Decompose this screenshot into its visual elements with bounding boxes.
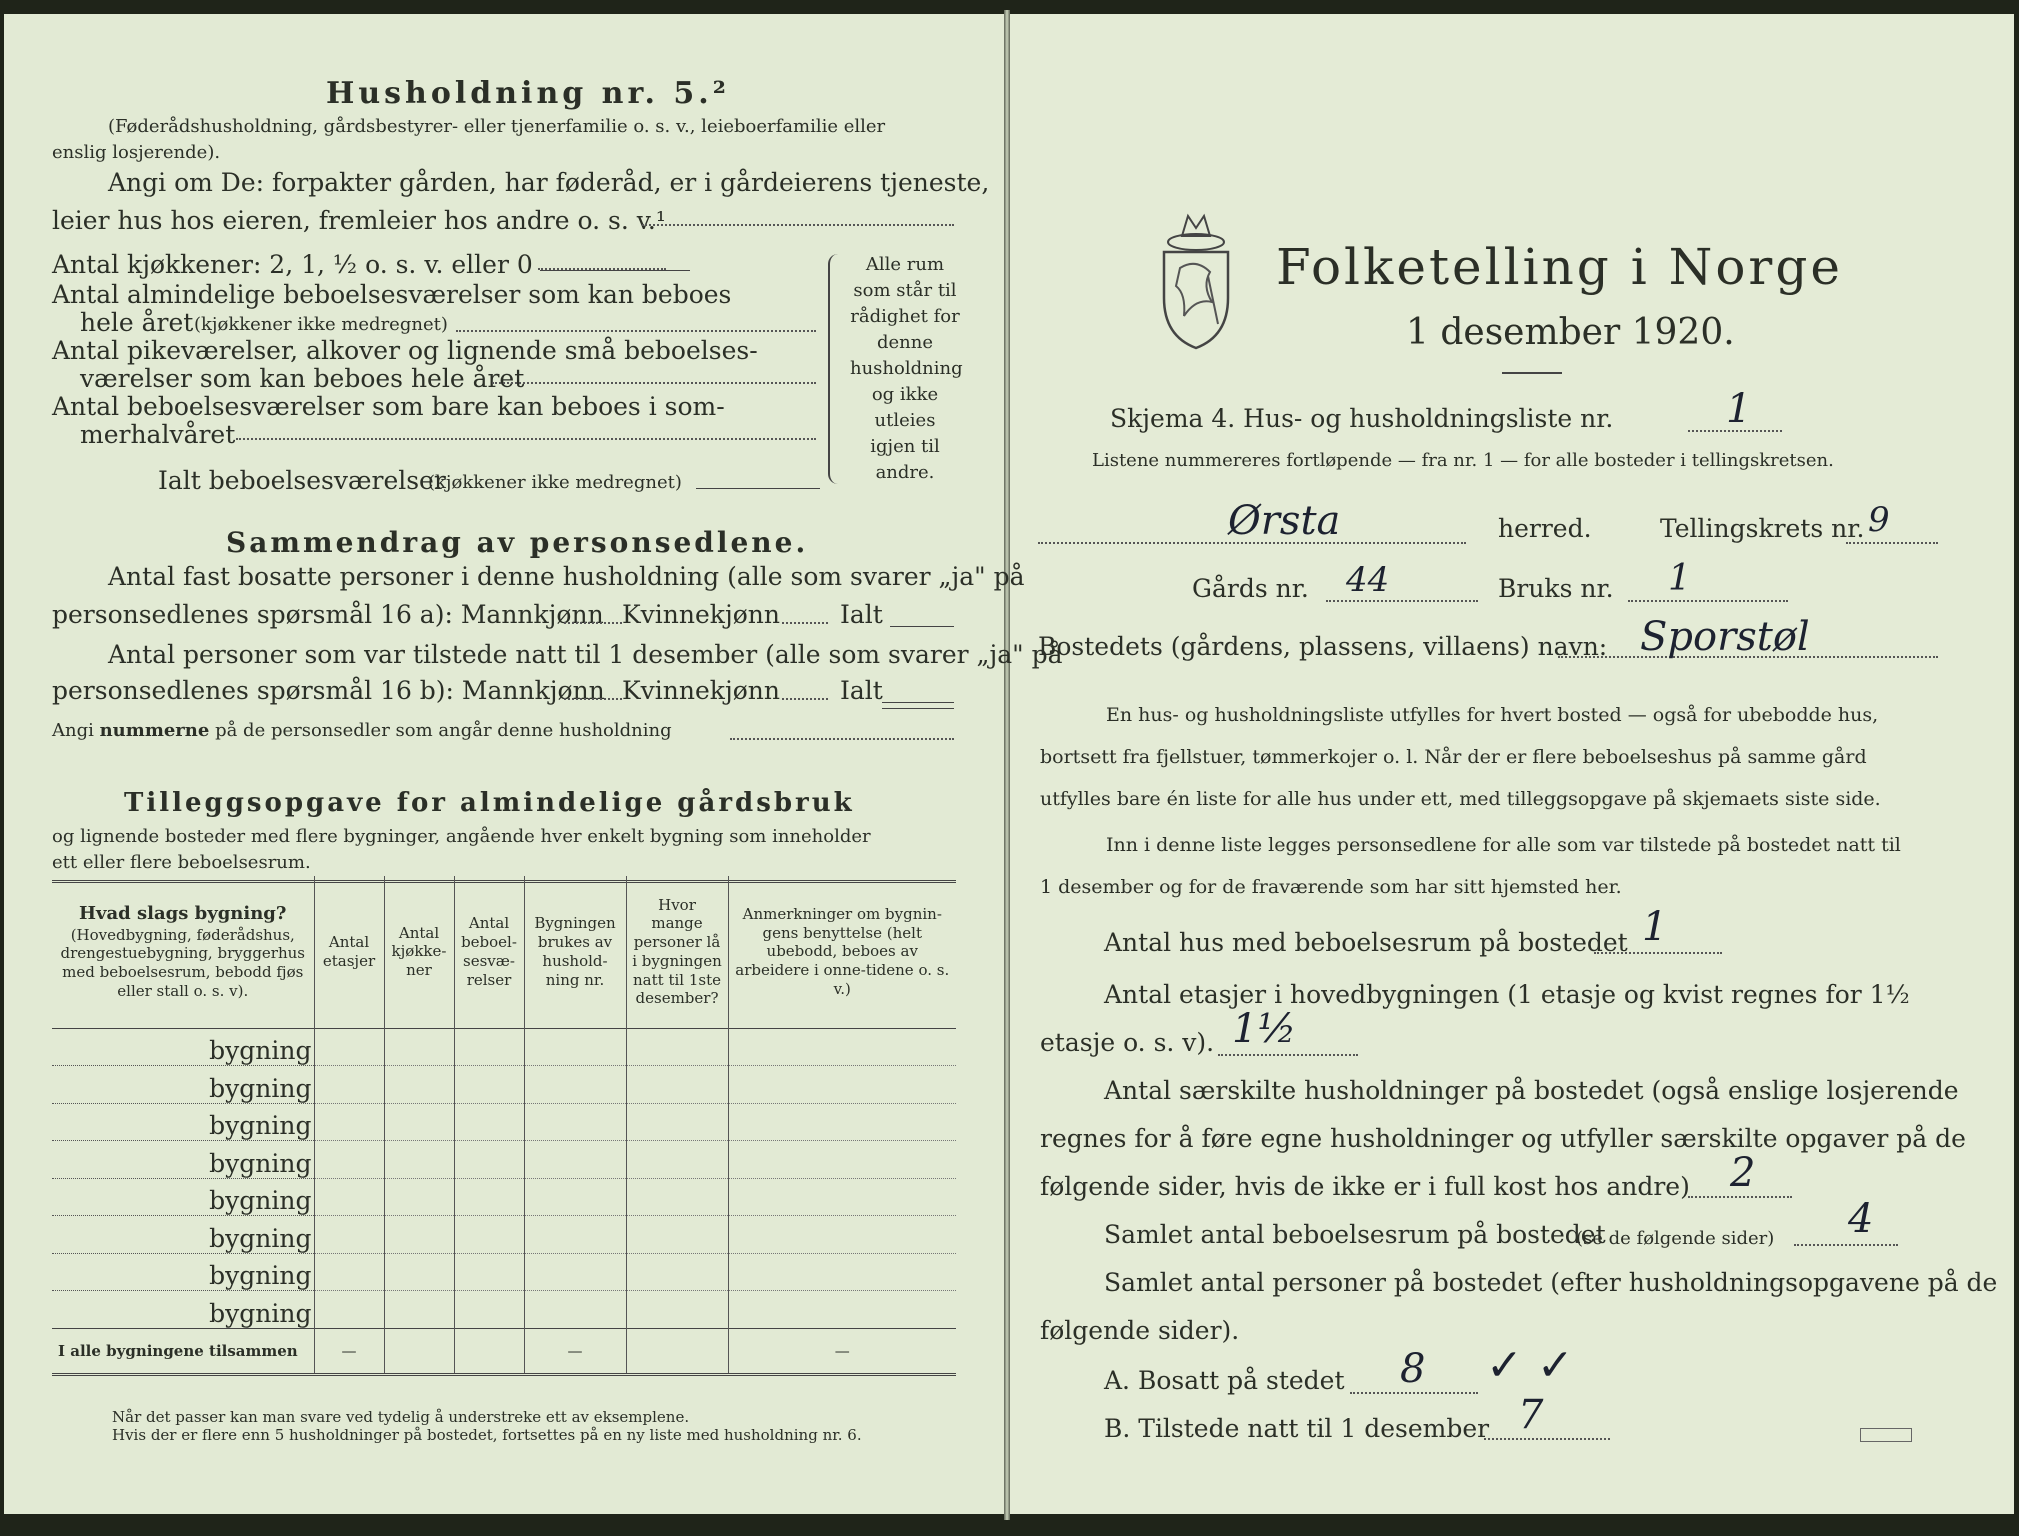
p1-total-answer[interactable]	[890, 626, 954, 627]
instr-5: 1 desember og for de fraværende som har sitt hjemsted her.	[1040, 876, 1622, 898]
supplement-title: Tilleggsopgave for almindelige gårdsbruk	[124, 788, 855, 818]
b-label: B. Tilstede natt til 1 desember	[1104, 1414, 1490, 1443]
col-building-type	[52, 876, 314, 1028]
col-remarks: Anmerkninger om bygnin-gens benyttelse (helt ubebodd, beboes av arbeidere i onne-tidene o. s. v.)	[728, 876, 956, 1028]
summary-p2-female: Kvinnekjønn	[622, 676, 780, 705]
p1-male-answer[interactable]	[564, 622, 622, 624]
col1-sub: (Hovedbygning, føderådshus, drengestuebygning, bryggerhus med beboelsesrum, bebodd fjøs eller stall o. s. v).	[60, 925, 305, 1000]
rooms-ordinary-note: (kjøkkener ikke medregnet)	[194, 314, 448, 335]
summary-p1-line1: Antal fast bosatte personer i denne husholdning (alle som svarer „ja" på	[108, 562, 1025, 591]
footnote-1: Når det passer kan man svare ved tydelig å understreke ett av eksemplene.	[112, 1408, 690, 1426]
bruks-label: Bruks nr.	[1498, 574, 1614, 603]
building-label[interactable]: bygning	[52, 1103, 314, 1141]
rooms-total: Ialt beboelsesværelser	[158, 466, 446, 495]
rooms-total-note: (kjøkkener ikke medregnet)	[428, 472, 682, 493]
p2-female-answer[interactable]	[782, 698, 828, 700]
census-title: Folketelling i Norge	[1276, 238, 1843, 296]
q-pers-2: følgende sider).	[1040, 1316, 1240, 1345]
rooms-kitchens: Antal kjøkkener: 2, 1, ½ o. s. v. eller 0	[52, 250, 533, 279]
building-label[interactable]: bygning	[52, 1028, 314, 1066]
ordinary-answer-line[interactable]	[456, 330, 816, 332]
angi-line-1: Angi om De: forpakter gården, har føderåd, er i gårdeierens tjeneste,	[108, 168, 990, 197]
a-label: A. Bosatt på stedet	[1104, 1366, 1345, 1395]
summary-angi-a: Angi	[52, 720, 100, 741]
p1-female-answer[interactable]	[782, 622, 828, 624]
summary-p1-total: Ialt	[840, 600, 883, 629]
angi-line-2: leier hus hos eieren, fremleier hos andre o. s. v.¹	[52, 206, 666, 235]
building-label[interactable]: bygning	[52, 1216, 314, 1254]
kitchens-answer-line[interactable]	[540, 270, 690, 271]
total-dash: —	[728, 1328, 956, 1374]
rooms-brace	[828, 254, 844, 484]
summary-angi-bold: nummerne	[99, 720, 210, 741]
building-label[interactable]: bygning	[52, 1253, 314, 1291]
coat-of-arms-icon	[1152, 206, 1240, 352]
rooms-ordinary-2: hele året	[80, 308, 194, 337]
b-value[interactable]: 7	[1518, 1392, 1544, 1438]
rooms-maid-2: værelser som kan beboes hele året	[80, 364, 525, 393]
total-row-label: I alle bygningene tilsammen	[58, 1341, 298, 1360]
total-dash: —	[314, 1328, 384, 1374]
title-rule	[1502, 372, 1562, 374]
rooms-summer-1: Antal beboelsesværelser som bare kan beboes i som-	[52, 392, 725, 421]
bruks-line[interactable]	[1628, 600, 1788, 602]
rooms-ordinary-1: Antal almindelige beboelsesværelser som kan beboes	[52, 280, 732, 309]
q-etasjer-value[interactable]: 1½	[1232, 1006, 1297, 1052]
skjema-label: Skjema 4. Hus- og husholdningsliste nr.	[1110, 404, 1614, 433]
table-row	[52, 1141, 956, 1179]
a-line[interactable]	[1350, 1392, 1478, 1394]
table-row	[52, 1178, 956, 1216]
table-row	[52, 1253, 956, 1291]
p2-male-answer[interactable]	[564, 698, 622, 700]
printer-stamp	[1860, 1428, 1912, 1442]
krets-value[interactable]: 9	[1868, 500, 1890, 540]
q-hush-2: regnes for å føre egne husholdninger og utfyller særskilte opgaver på de	[1040, 1124, 1966, 1153]
building-label[interactable]: bygning	[52, 1066, 314, 1104]
page-fold	[1004, 10, 1010, 1520]
summary-title: Sammendrag av personsedlene.	[226, 526, 809, 559]
p2-total-double	[882, 708, 954, 709]
table-row	[52, 1028, 956, 1066]
total-dash: —	[524, 1328, 626, 1374]
q-rum-line[interactable]	[1794, 1244, 1898, 1246]
p2-total-answer[interactable]	[882, 702, 954, 703]
col-persons: Hvor mange personer lå i bygningen natt til 1ste desember?	[626, 876, 728, 1028]
total-row	[52, 1328, 956, 1374]
table-row	[52, 1216, 956, 1254]
q-hush-3: følgende sider, hvis de ikke er i full kost hos andre)	[1040, 1172, 1690, 1201]
q-etasjer-1: Antal etasjer i hovedbygningen (1 etasje og kvist regnes for 1½	[1104, 980, 1910, 1009]
q-hus-value[interactable]: 1	[1642, 904, 1668, 950]
col-kitchens: Antal kjøkke-ner	[384, 876, 454, 1028]
q-etasjer-2: etasje o. s. v).	[1040, 1028, 1215, 1057]
summer-answer-line[interactable]	[236, 438, 816, 440]
building-label[interactable]: bygning	[52, 1291, 314, 1329]
rooms-maid-1: Antal pikeværelser, alkover og lignende små beboelses-	[52, 336, 758, 365]
col-rooms: Antal beboel-sesvæ-relser	[454, 876, 524, 1028]
krets-label: Tellingskrets nr.	[1660, 514, 1865, 543]
a-value[interactable]: 8	[1400, 1346, 1426, 1392]
summary-p1-line2: personsedlenes spørsmål 16 a): Mannkjønn	[52, 600, 604, 629]
col-floors: Antal etasjer	[314, 876, 384, 1028]
table-row	[52, 1066, 956, 1104]
building-label[interactable]: bygning	[52, 1178, 314, 1216]
supplement-desc-1: og lignende bosteder med flere bygninger, angående hver enkelt bygning som inneholder	[52, 826, 871, 847]
bosted-value[interactable]: Sporstøl	[1640, 614, 1810, 660]
q-hus: Antal hus med beboelsesrum på bostedet	[1104, 928, 1628, 957]
angi-answer-line[interactable]	[642, 224, 954, 226]
instr-4: Inn i denne liste legges personsedlene for alle som var tilstede på bostedet natt til	[1106, 834, 1901, 856]
brace-note: Alle rum som står til rådighet for denne husholdning og ikke utleies igjen til andre.	[850, 254, 963, 483]
building-label[interactable]: bygning	[52, 1141, 314, 1179]
krets-line[interactable]	[1846, 542, 1938, 544]
q-rum-note: (se de følgende sider)	[1576, 1228, 1775, 1249]
a-check-marks: ✓ ✓	[1486, 1340, 1574, 1391]
q-pers-1: Samlet antal personer på bostedet (efter husholdningsopgavene på de	[1104, 1268, 1998, 1297]
summary-p2-line1: Antal personer som var tilstede natt til 1 desember (alle som svarer „ja" på	[108, 640, 1063, 669]
herred-value[interactable]: Ørsta	[1228, 498, 1341, 544]
instr-2: bortsett fra fjellstuer, tømmerkojer o. l. Når der er flere beboelseshus på samme gård	[1040, 746, 1867, 768]
summary-p2-line2: personsedlenes spørsmål 16 b): Mannkjønn	[52, 676, 605, 705]
gards-label: Gårds nr.	[1192, 574, 1309, 603]
q-hus-line[interactable]	[1594, 952, 1722, 954]
herred-label: herred.	[1498, 514, 1592, 543]
skjema-value[interactable]: 1	[1726, 386, 1752, 432]
gards-value[interactable]: 44	[1346, 560, 1390, 600]
summary-p1-female: Kvinnekjønn	[622, 600, 780, 629]
q-rum-value[interactable]: 4	[1848, 1196, 1874, 1242]
maid-answer-line[interactable]	[492, 382, 816, 384]
table-row	[52, 1291, 956, 1329]
instr-1: En hus- og husholdningsliste utfylles for hvert bosted — også for ubebodde hus,	[1106, 704, 1879, 726]
q-hush-value[interactable]: 2	[1730, 1150, 1756, 1196]
col1-head: Hvad slags bygning?	[79, 903, 287, 924]
bosted-label: Bostedets (gårdens, plassens, villaens) navn:	[1038, 632, 1608, 661]
q-hush-line[interactable]	[1688, 1196, 1792, 1198]
census-date: 1 desember 1920.	[1406, 312, 1735, 353]
q-etasjer-line[interactable]	[1218, 1054, 1358, 1056]
household-title: Husholdning nr. 5.²	[326, 76, 730, 111]
summary-angi-c: på de personsedler som angår denne husholdning	[209, 720, 672, 741]
total-answer-line[interactable]	[696, 488, 820, 489]
household-intro-note: (Føderådshusholdning, gårdsbestyrer- eller tjenerfamilie o. s. v., leieboerfamilie eller	[108, 116, 886, 137]
gards-line[interactable]	[1326, 600, 1478, 602]
listene-note: Listene nummereres fortløpende — fra nr. 1 — for alle bosteder i tellingskretsen.	[1092, 450, 1834, 471]
b-line[interactable]	[1484, 1438, 1610, 1440]
rooms-summer-2: merhalvåret	[80, 420, 236, 449]
q-rum: Samlet antal beboelsesrum på bostedet	[1104, 1220, 1606, 1249]
footnote-2: Hvis der er flere enn 5 husholdninger på bostedet, fortsettes på en ny liste med husholdning nr. 6.	[112, 1426, 862, 1444]
bruks-value[interactable]: 1	[1668, 558, 1691, 599]
summary-p2-total: Ialt	[840, 676, 883, 705]
summary-angi	[52, 720, 672, 741]
household-intro-note-2: enslig losjerende).	[52, 142, 221, 163]
col-household-nr: Bygningen brukes av hushold-ning nr.	[524, 876, 626, 1028]
angi-numbers-line[interactable]	[730, 738, 954, 740]
table-row	[52, 1103, 956, 1141]
instr-3: utfylles bare én liste for alle hus under ett, med tilleggsopgave på skjemaets siste side.	[1040, 788, 1881, 810]
q-hush-1: Antal særskilte husholdninger på bostedet (også enslige losjerende	[1104, 1076, 1959, 1105]
building-table	[52, 876, 956, 1376]
supplement-desc-2: ett eller flere beboelsesrum.	[52, 852, 311, 873]
